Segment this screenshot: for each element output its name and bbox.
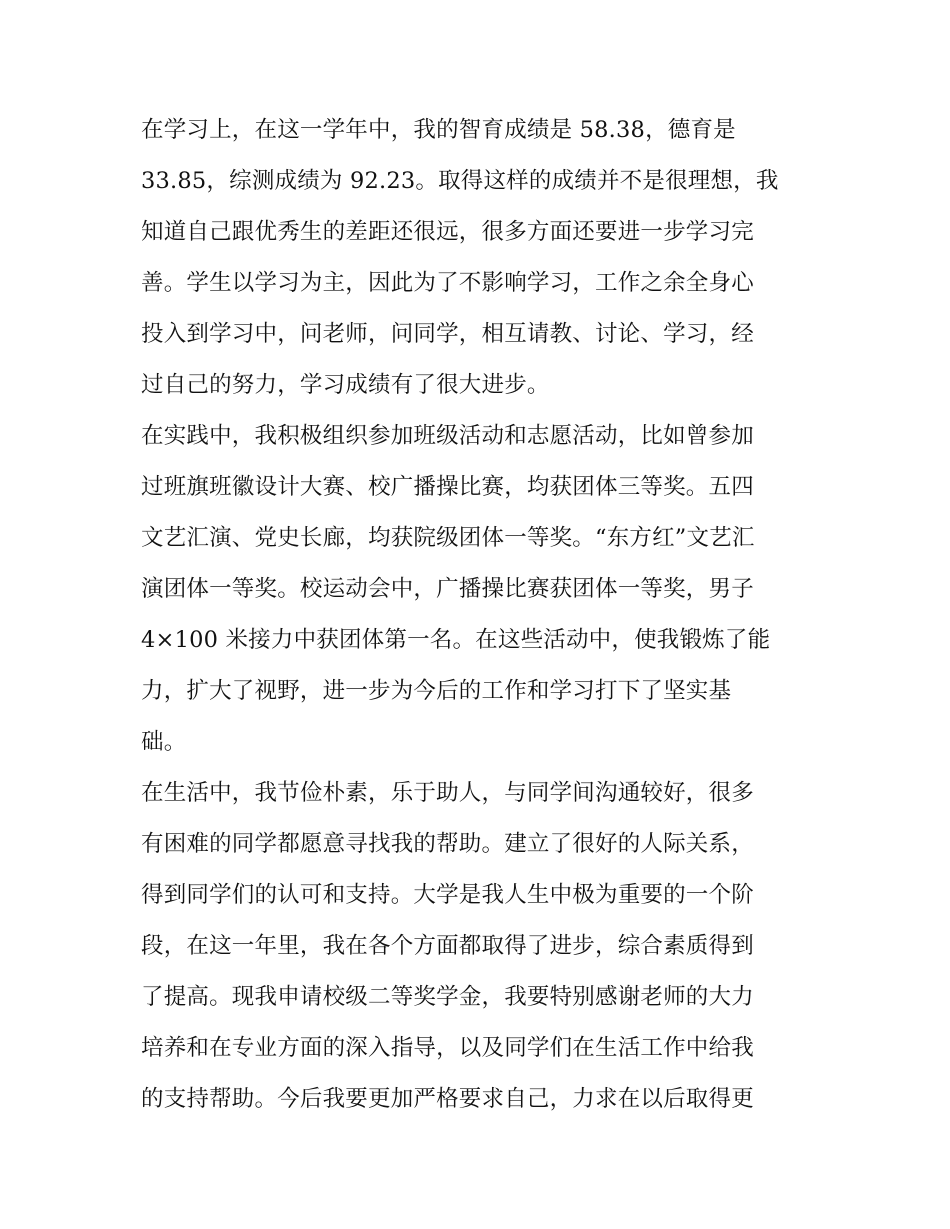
paragraph-practice [141,411,811,768]
text-line: 段，在这一年里，我在各个方面都取得了进步，综合素质得到 [141,933,754,959]
text-line: 演团体一等奖。校运动会中，广播操比赛获团体一等奖，男子 [141,576,754,602]
text-line: 投入到学习中，问老师，问同学，相互请教、讨论、学习，经 [141,321,754,347]
text-line: 33.85，综测成绩为 92.23。取得这样的成绩并不是很理想，我 [141,168,779,194]
paragraph-study [141,105,811,411]
text-line: 在生活中，我节俭朴素，乐于助人，与同学间沟通较好，很多 [141,780,754,806]
text-line: 在学习上，在这一学年中，我的智育成绩是 58.38，德育是 [141,117,736,143]
text-line: 有困难的同学都愿意寻找我的帮助。建立了很好的人际关系， [141,831,754,857]
text-line: 了提高。现我申请校级二等奖学金，我要特别感谢老师的大力 [141,984,754,1010]
text-line: 文艺汇演、党史长廊，均获院级团体一等奖。“东方红”文艺汇 [141,525,755,551]
text-line: 的支持帮助。今后我要更加严格要求自己，力求在以后取得更 [141,1086,754,1112]
text-line: 在实践中，我积极组织参加班级活动和志愿活动，比如曾参加 [141,423,754,449]
text-line: 础。 [141,729,187,755]
text-line: 过班旗班徽设计大赛、校广播操比赛，均获团体三等奖。五四 [141,474,754,500]
text-line: 得到同学们的认可和支持。大学是我人生中极为重要的一个阶 [141,882,754,908]
text-line: 力，扩大了视野，进一步为今后的工作和学习打下了坚实基 [141,678,732,704]
paragraph-life [141,768,811,1125]
text-line: 知道自己跟优秀生的差距还很远，很多方面还要进一步学习完 [141,219,754,245]
text-line: 4×100 米接力中获团体第一名。在这些活动中，使我锻炼了能 [141,627,771,653]
text-line: 过自己的努力，学习成绩有了很大进步。 [141,372,550,398]
text-line: 善。学生以学习为主，因此为了不影响学习，工作之余全身心 [141,270,754,296]
document-body [141,105,811,1125]
text-line: 培养和在专业方面的深入指导，以及同学们在生活工作中给我 [141,1035,754,1061]
